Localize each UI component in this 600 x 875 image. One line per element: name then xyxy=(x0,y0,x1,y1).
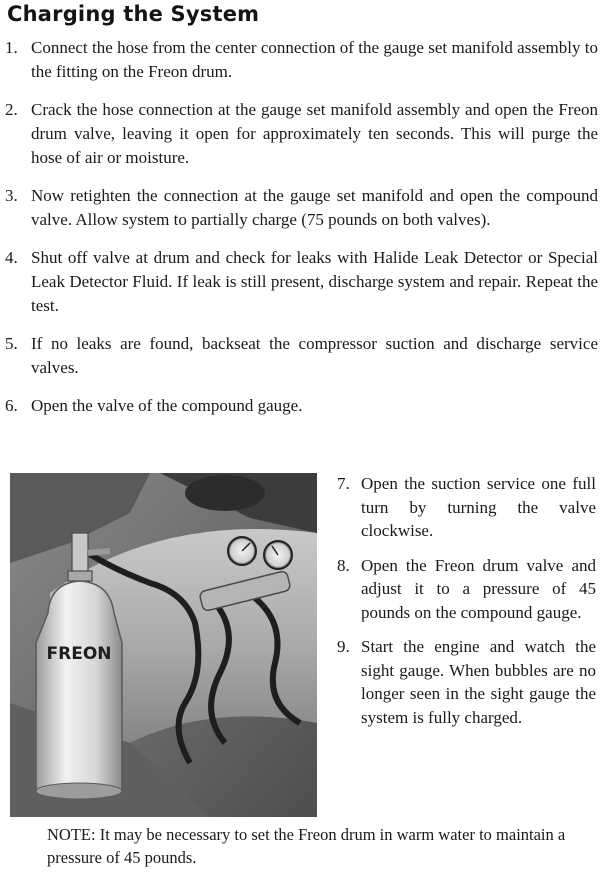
step-text: Start the engine and watch the sight gauge. When bubbles are no longer seen in the sight gauge the system is fully charged. xyxy=(361,637,596,727)
drum-valve xyxy=(72,533,88,573)
valve-handle xyxy=(88,551,110,553)
engine-component xyxy=(185,475,265,511)
step-number: 2. xyxy=(5,100,18,119)
step-number: 4. xyxy=(5,248,18,267)
step-text: Connect the hose from the center connection of the gauge set manifold assembly to the fitting on the Freon drum. xyxy=(31,38,598,81)
freon-charging-photo xyxy=(10,473,317,817)
instruction-steps-right xyxy=(334,472,596,740)
instruction-steps-list xyxy=(0,36,598,432)
step-text: Open the Freon drum valve and adjust it to a pressure of 45 pounds on the compound gauge. xyxy=(361,555,596,622)
step-number: 3. xyxy=(5,186,18,205)
step-text: Open the suction service one full turn by turning the valve clockwise. xyxy=(361,474,596,540)
step-number: 9. xyxy=(337,637,350,656)
step-item xyxy=(0,394,598,418)
step-text: Crack the hose connection at the gauge set manifold assembly and open the Freon drum valve, leaving it open for approximately ten seconds. This will purge the hose of air or moisture. xyxy=(31,100,598,167)
step-text: If no leaks are found, backseat the compressor suction and discharge service valves. xyxy=(31,334,598,377)
note-text: NOTE: It may be necessary to set the Freon drum in warm water to maintain a pressure of 45 pounds. xyxy=(47,825,566,867)
step-item xyxy=(0,98,598,170)
step-number: 1. xyxy=(5,38,18,57)
step-item xyxy=(0,332,598,380)
step-item xyxy=(334,554,596,625)
step-text: Shut off valve at drum and check for leaks with Halide Leak Detector or Special Leak Detector Fluid. If leak is still present, discharge system and repair. Repeat the test. xyxy=(31,248,598,315)
photo-illustration xyxy=(10,473,317,817)
step-number: 8. xyxy=(337,555,350,575)
step-number: 5. xyxy=(5,334,18,353)
step-item xyxy=(0,184,598,232)
step-item xyxy=(0,36,598,84)
step-item xyxy=(334,472,596,543)
step-item xyxy=(0,246,598,318)
drum-label: FREON xyxy=(46,644,112,664)
step-text: Now retighten the connection at the gauge set manifold and open the compound valve. Allow system to partially charge (75 pounds on both valves). xyxy=(31,186,598,229)
step-item xyxy=(334,635,596,729)
step-text: Open the valve of the compound gauge. xyxy=(31,396,303,415)
step-number: 7. xyxy=(337,474,350,493)
step-number: 6. xyxy=(5,396,18,415)
freon-drum xyxy=(36,581,122,799)
page-title: Charging the System xyxy=(7,2,260,26)
